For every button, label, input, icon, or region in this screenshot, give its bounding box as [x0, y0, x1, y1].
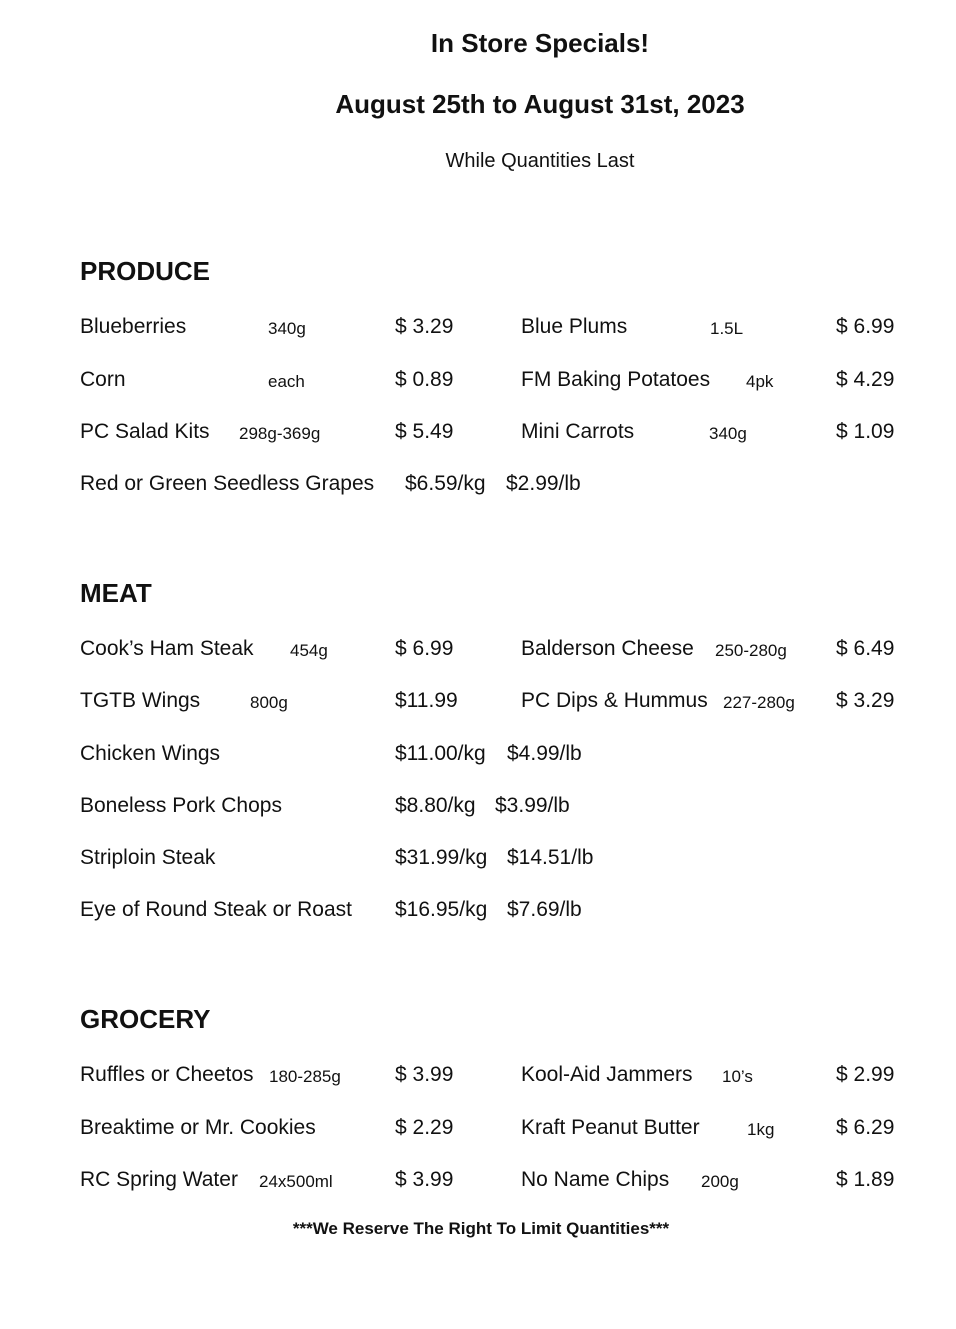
item-size: 24x500ml: [259, 1172, 333, 1191]
item-name: Red or Green Seedless Grapes: [80, 472, 375, 495]
item-price: $ 6.49: [836, 637, 895, 660]
item-price: $ 6.99: [395, 637, 454, 660]
item-price: $11.99: [395, 689, 458, 712]
item-price: $ 3.29: [836, 689, 895, 712]
item-price: $ 6.29: [836, 1116, 895, 1139]
section-heading-meat: MEAT: [80, 578, 152, 608]
item-name: Chicken Wings: [80, 742, 221, 765]
item-size: 180-285g: [269, 1067, 341, 1086]
item-name: Boneless Pork Chops: [80, 794, 282, 817]
item-price-kg: $31.99/kg: [395, 846, 488, 869]
item-name: Blueberries: [80, 315, 187, 338]
item-size: 454g: [290, 641, 328, 660]
item-size: 4pk: [746, 372, 774, 391]
item-name: Blue Plums: [521, 315, 628, 338]
item-price: $ 2.99: [836, 1063, 895, 1086]
item-price: $ 1.89: [836, 1168, 895, 1191]
item-price-lb: $7.69/lb: [507, 898, 582, 921]
item-price: $ 3.99: [395, 1063, 454, 1086]
date-range: August 25th to August 31st, 2023: [335, 89, 745, 119]
item-size: each: [268, 372, 305, 391]
item-size: 298g-369g: [239, 424, 321, 443]
item-size: 800g: [250, 693, 288, 712]
item-name: Breaktime or Mr. Cookies: [80, 1116, 316, 1139]
item-size: 250-280g: [715, 641, 787, 660]
item-name: PC Dips & Hummus: [521, 689, 708, 712]
footer-disclaimer: ***We Reserve The Right To Limit Quantities***: [292, 1219, 670, 1238]
item-name: Corn: [80, 368, 126, 391]
item-price-lb: $2.99/lb: [506, 472, 581, 495]
item-price: $ 6.99: [836, 315, 895, 338]
quantities-note: While Quantities Last: [445, 150, 635, 172]
item-size: 1.5L: [710, 319, 744, 338]
item-name: FM Baking Potatoes: [521, 368, 711, 391]
item-price: $ 2.29: [395, 1116, 454, 1139]
page-title: In Store Specials!: [430, 28, 650, 58]
item-name: Eye of Round Steak or Roast: [80, 898, 352, 921]
item-size: 340g: [268, 319, 306, 338]
item-name: PC Salad Kits: [80, 420, 210, 443]
item-size: 340g: [709, 424, 747, 443]
item-name: No Name Chips: [521, 1168, 670, 1191]
section-heading-grocery: GROCERY: [80, 1004, 211, 1034]
item-price: $ 0.89: [395, 368, 454, 391]
item-price-lb: $4.99/lb: [507, 742, 582, 765]
item-price-kg: $6.59/kg: [405, 472, 486, 495]
item-price-lb: $14.51/lb: [507, 846, 594, 869]
item-price: $ 3.99: [395, 1168, 454, 1191]
item-name: TGTB Wings: [80, 689, 201, 712]
item-name: Balderson Cheese: [521, 637, 694, 660]
item-name: Mini Carrots: [521, 420, 635, 443]
item-price-kg: $16.95/kg: [395, 898, 488, 921]
item-size: 1kg: [747, 1120, 775, 1139]
item-size: 10’s: [722, 1067, 753, 1086]
item-name: RC Spring Water: [80, 1168, 238, 1191]
item-price: $ 5.49: [395, 420, 454, 443]
item-price-kg: $11.00/kg: [395, 742, 486, 765]
item-price-lb: $3.99/lb: [495, 794, 570, 817]
item-name: Striploin Steak: [80, 846, 216, 869]
item-name: Kraft Peanut Butter: [521, 1116, 700, 1139]
item-name: Ruffles or Cheetos: [80, 1063, 254, 1086]
item-name: Kool-Aid Jammers: [521, 1063, 693, 1086]
item-size: 200g: [701, 1172, 739, 1191]
item-price-kg: $8.80/kg: [395, 794, 476, 817]
item-price: $ 3.29: [395, 315, 454, 338]
section-heading-produce: PRODUCE: [80, 256, 211, 286]
item-size: 227-280g: [723, 693, 795, 712]
item-price: $ 4.29: [836, 368, 895, 391]
item-name: Cook’s Ham Steak: [80, 637, 254, 660]
item-price: $ 1.09: [836, 420, 895, 443]
